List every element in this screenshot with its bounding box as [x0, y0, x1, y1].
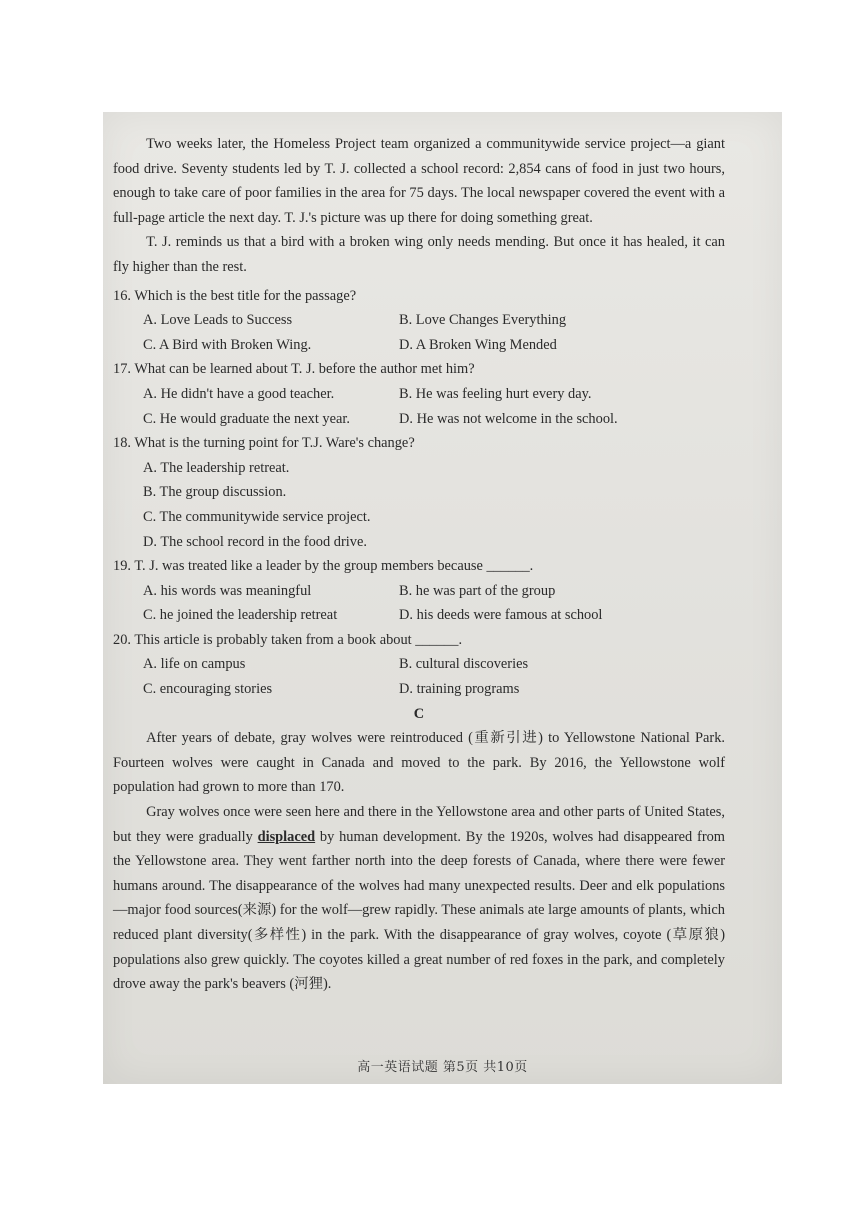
option: B. He was feeling hurt every day.	[399, 385, 592, 402]
question-stem: 18. What is the turning point for T.J. Ware's change?	[113, 435, 415, 452]
option: B. he was part of the group	[399, 582, 556, 599]
option: A. He didn't have a good teacher.	[143, 385, 335, 402]
option: C. encouraging stories	[143, 681, 273, 698]
option: A. Love Leads to Success	[143, 312, 293, 329]
exam-page-photo	[103, 112, 782, 1084]
answer-options	[113, 579, 725, 628]
option: D. training programs	[399, 681, 520, 698]
passage-paragraph: T. J. reminds us that a bird with a broken wing only needs mending. But once it has healed, it can fly higher than the rest.	[113, 234, 725, 275]
page-content	[113, 132, 725, 997]
answer-options	[113, 308, 725, 357]
option: B. The group discussion.	[143, 484, 287, 501]
paragraph-text: Gray wolves once were seen here and there in the Yellowstone area and other parts of United States, but they were gradually	[113, 804, 725, 845]
option: D. The school record in the food drive.	[143, 533, 367, 550]
section-heading: C	[413, 705, 425, 722]
page-footer: 高一英语试题 第5页 共10页	[357, 1060, 528, 1075]
option: A. The leadership retreat.	[143, 459, 290, 476]
question-stem: 17. What can be learned about T. J. before the author met him?	[113, 361, 475, 378]
passage-paragraph: After years of debate, gray wolves were reintroduced (重新引进) to Yellowstone National Park. Fourteen wolves were caught in Canada and moved to the park. By 2016, the Yellowstone wolf population had grown to more than 170.	[113, 730, 725, 796]
option: D. He was not welcome in the school.	[399, 410, 618, 427]
answer-options	[113, 652, 725, 701]
option: C. A Bird with Broken Wing.	[143, 336, 312, 353]
option: A. life on campus	[143, 656, 246, 673]
question-stem: 16. Which is the best title for the passage?	[113, 287, 357, 304]
option: B. cultural discoveries	[399, 656, 529, 673]
question-stem: 20. This article is probably taken from a book about ______.	[113, 631, 463, 648]
passage-paragraph: Two weeks later, the Homeless Project team organized a communitywide service project—a giant food drive. Seventy students led by T. J. collected a school record: 2,854 cans of food in just two hours, enough to take care of poor families in the area for 75 days. The local newspaper covered the event with a full-page article the next day. T. J.'s picture was up there for doing something great.	[113, 136, 725, 226]
option: C. He would graduate the next year.	[143, 410, 350, 427]
question-stem: 19. T. J. was treated like a leader by the group members because ______.	[113, 558, 534, 575]
option: D. A Broken Wing Mended	[399, 336, 557, 353]
paragraph-text: by human development. By the 1920s, wolves had disappeared from the Yellowstone area. They went farther north into the deep forests of Canada, where there were fewer humans around. The disappearance of the wolves had many unexpected results. Deer and elk populations—major food sources(来源) for the wolf—grew rapidly. These animals ate large amounts of plants, which reduced plant diversity(多样性) in the park. With the disappearance of gray wolves, coyote (草原狼) populations also grew quickly. The coyotes killed a great number of red foxes in the park, and completely drove away the park's beavers (河狸).	[113, 828, 725, 993]
passage-paragraph	[113, 800, 725, 997]
answer-options	[113, 382, 725, 431]
underlined-vocabulary-word: displaced	[257, 828, 316, 845]
option: B. Love Changes Everything	[399, 312, 567, 329]
option: C. he joined the leadership retreat	[143, 607, 338, 624]
option: A. his words was meaningful	[143, 582, 312, 599]
option: D. his deeds were famous at school	[399, 607, 603, 624]
option: C. The communitywide service project.	[143, 508, 371, 525]
